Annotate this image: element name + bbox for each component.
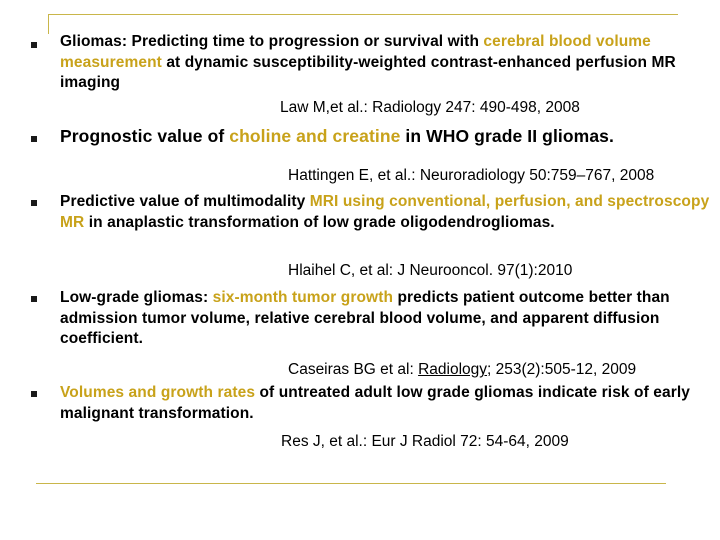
entry-title [60, 125, 715, 147]
left-rule [48, 14, 49, 34]
journal-link[interactable]: Radiology [418, 361, 488, 378]
bullet-icon [31, 136, 37, 142]
entry-citation [288, 261, 572, 281]
entry-citation [281, 432, 569, 452]
entry-citation [280, 98, 580, 118]
title-text: in anaplastic transformation of low grade oligodendrogliomas. [84, 213, 555, 231]
entry-citation [288, 166, 654, 186]
title-text: of untreated adult low grade gliomas indicate risk of early malignant transformation. [60, 384, 690, 422]
top-rule [48, 14, 678, 15]
bottom-rule [36, 483, 666, 484]
entry-citation [288, 360, 636, 380]
citation-text: Law M,et al.: Radiology 247: 490-498, 2008 [280, 99, 580, 116]
title-text: predicts patient outcome better than admission tumor volume, relative cerebral blood volume, and apparent diffusion coefficient. [60, 289, 670, 347]
highlighted-text: cerebral blood volume measurement [60, 33, 651, 71]
citation-text: Res J, et al.: Eur J Radiol 72: 54-64, 2009 [281, 433, 569, 450]
bullet-icon [31, 42, 37, 48]
highlighted-text: choline and creatine [229, 126, 401, 146]
bullet-icon [31, 391, 37, 397]
entry-title [60, 192, 715, 233]
citation-text: Hlaihel C, et al: J Neurooncol. 97(1):2010 [288, 262, 573, 279]
title-text: Prognostic value of [60, 126, 230, 146]
citation-text: Caseiras BG et al: [288, 361, 419, 378]
title-text: Low-grade gliomas: [60, 289, 213, 306]
title-text: at dynamic susceptibility-weighted contrast-enhanced perfusion MR imaging [60, 53, 676, 91]
title-text: in WHO grade II gliomas. [400, 126, 614, 146]
entry-title [60, 288, 715, 350]
citation-text: Hattingen E, et al.: Neuroradiology 50:759–767, 2008 [288, 167, 655, 184]
highlighted-text: six-month tumor growth [212, 289, 394, 306]
highlighted-text: Volumes and growth rates [60, 384, 256, 401]
title-text: Predictive value of multimodality [60, 193, 310, 210]
bullet-icon [31, 200, 37, 206]
citation-text: ; 253(2):505-12, 2009 [487, 361, 637, 378]
entry-title [60, 383, 715, 424]
title-text: Gliomas: Predicting time to progression or survival with [60, 33, 484, 50]
bullet-icon [31, 296, 37, 302]
highlighted-text: MRI using conventional, perfusion, and spectroscopy MR [60, 193, 710, 231]
entry-title [60, 32, 715, 94]
